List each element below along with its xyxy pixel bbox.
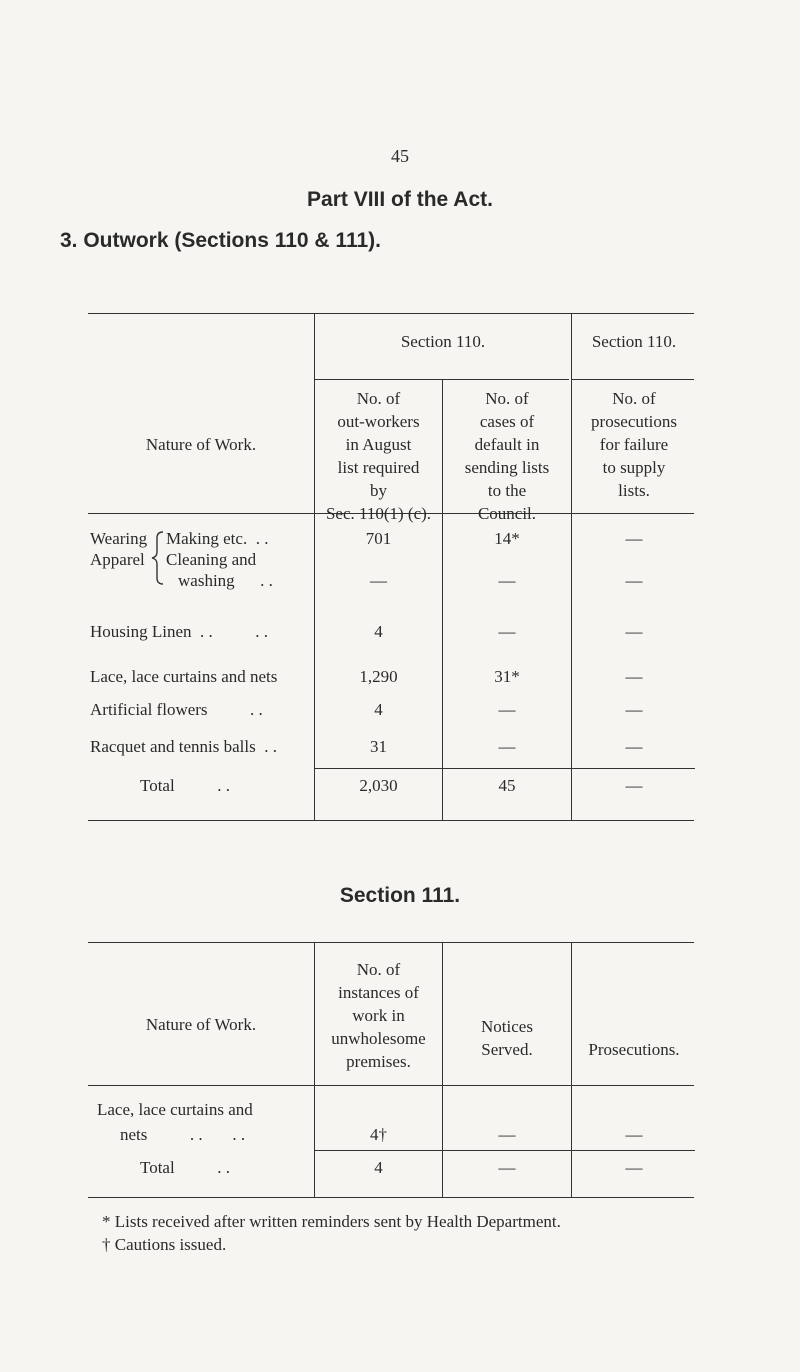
cell-nature: Racquet and tennis balls . . [90, 737, 277, 756]
cleaning-label: Cleaning and [166, 550, 257, 569]
cell-prosecutions: — [625, 529, 643, 548]
cell-notices: — [498, 1125, 516, 1144]
cell-total-label: Total . . [140, 776, 230, 795]
col-header-notices: Notices Served. [481, 1017, 533, 1059]
cell-total-label: Total . . [140, 1158, 230, 1177]
cell-outworkers: 4 [374, 622, 383, 641]
cell-nature: Lace, lace curtains and nets [90, 667, 278, 686]
cell-default: — [498, 622, 516, 641]
cell-prosecutions: — [625, 1125, 643, 1144]
cell-default: 14* [494, 529, 520, 548]
cell-prosecutions: — [625, 571, 643, 590]
wearing-label: Wearing [90, 529, 148, 548]
cell-outworkers: — [370, 571, 387, 590]
cell-total-instances: 4 [374, 1158, 383, 1177]
cell-total-notices: — [498, 1158, 516, 1177]
cell-default: — [498, 700, 516, 719]
cell-total-default: 45 [498, 776, 516, 795]
section-111-heading: Section 111. [339, 884, 461, 907]
cell-total-prosecutions: — [625, 1158, 643, 1177]
washing-label: washing . . [178, 571, 273, 590]
cell-nature: Housing Linen . . . . [90, 622, 269, 641]
footnote-asterisk: * Lists received after written reminders sent by Health Department. [102, 1212, 561, 1231]
cell-nature-cont: nets . . . . [120, 1125, 246, 1144]
cell-default: 31* [494, 667, 520, 686]
col-header-default: No. of cases of default in sending lists to the Council. [464, 389, 550, 523]
making-label: Making etc. . . [166, 529, 269, 548]
cell-prosecutions: — [625, 667, 643, 686]
brace-icon [151, 530, 165, 586]
apparel-label: Apparel [90, 550, 145, 569]
cell-total-outworkers: 2,030 [359, 776, 398, 795]
col-header-outworkers: No. of out-workers in August list required by Sec. 110(1) (c). [325, 389, 432, 523]
cell-outworkers: 31 [370, 737, 387, 756]
outwork-heading: 3. Outwork (Sections 110 & 111). [60, 229, 381, 252]
col-header-prosecutions: No. of prosecutions for failure to supply lists. [591, 389, 677, 500]
cell-outworkers: 701 [365, 529, 392, 548]
page-number: 45 [391, 146, 409, 166]
cell-prosecutions: — [625, 622, 643, 641]
cell-prosecutions: — [625, 737, 643, 756]
cell-default: — [498, 571, 516, 590]
cell-nature: Lace, lace curtains and [97, 1100, 253, 1119]
col-header-nature: Nature of Work. [145, 435, 257, 454]
col-header-nature: Nature of Work. [145, 1015, 257, 1034]
cell-prosecutions: — [625, 700, 643, 719]
cell-instances: 4† [370, 1125, 387, 1144]
cell-total-prosecutions: — [625, 776, 643, 795]
cell-outworkers: 1,290 [359, 667, 398, 686]
cell-outworkers: 4 [374, 700, 383, 719]
col-header-prosecutions: Prosecutions. [588, 1040, 680, 1059]
footnote-dagger: † Cautions issued. [102, 1235, 227, 1254]
group-header-section-110-prosecutions: Section 110. [591, 332, 677, 351]
cell-default: — [498, 737, 516, 756]
group-header-section-110: Section 110. [400, 332, 486, 351]
part-heading: Part VIII of the Act. [307, 188, 493, 211]
cell-nature: Artificial flowers . . [90, 700, 263, 719]
col-header-instances: No. of instances of work in unwholesome premises. [331, 960, 426, 1071]
